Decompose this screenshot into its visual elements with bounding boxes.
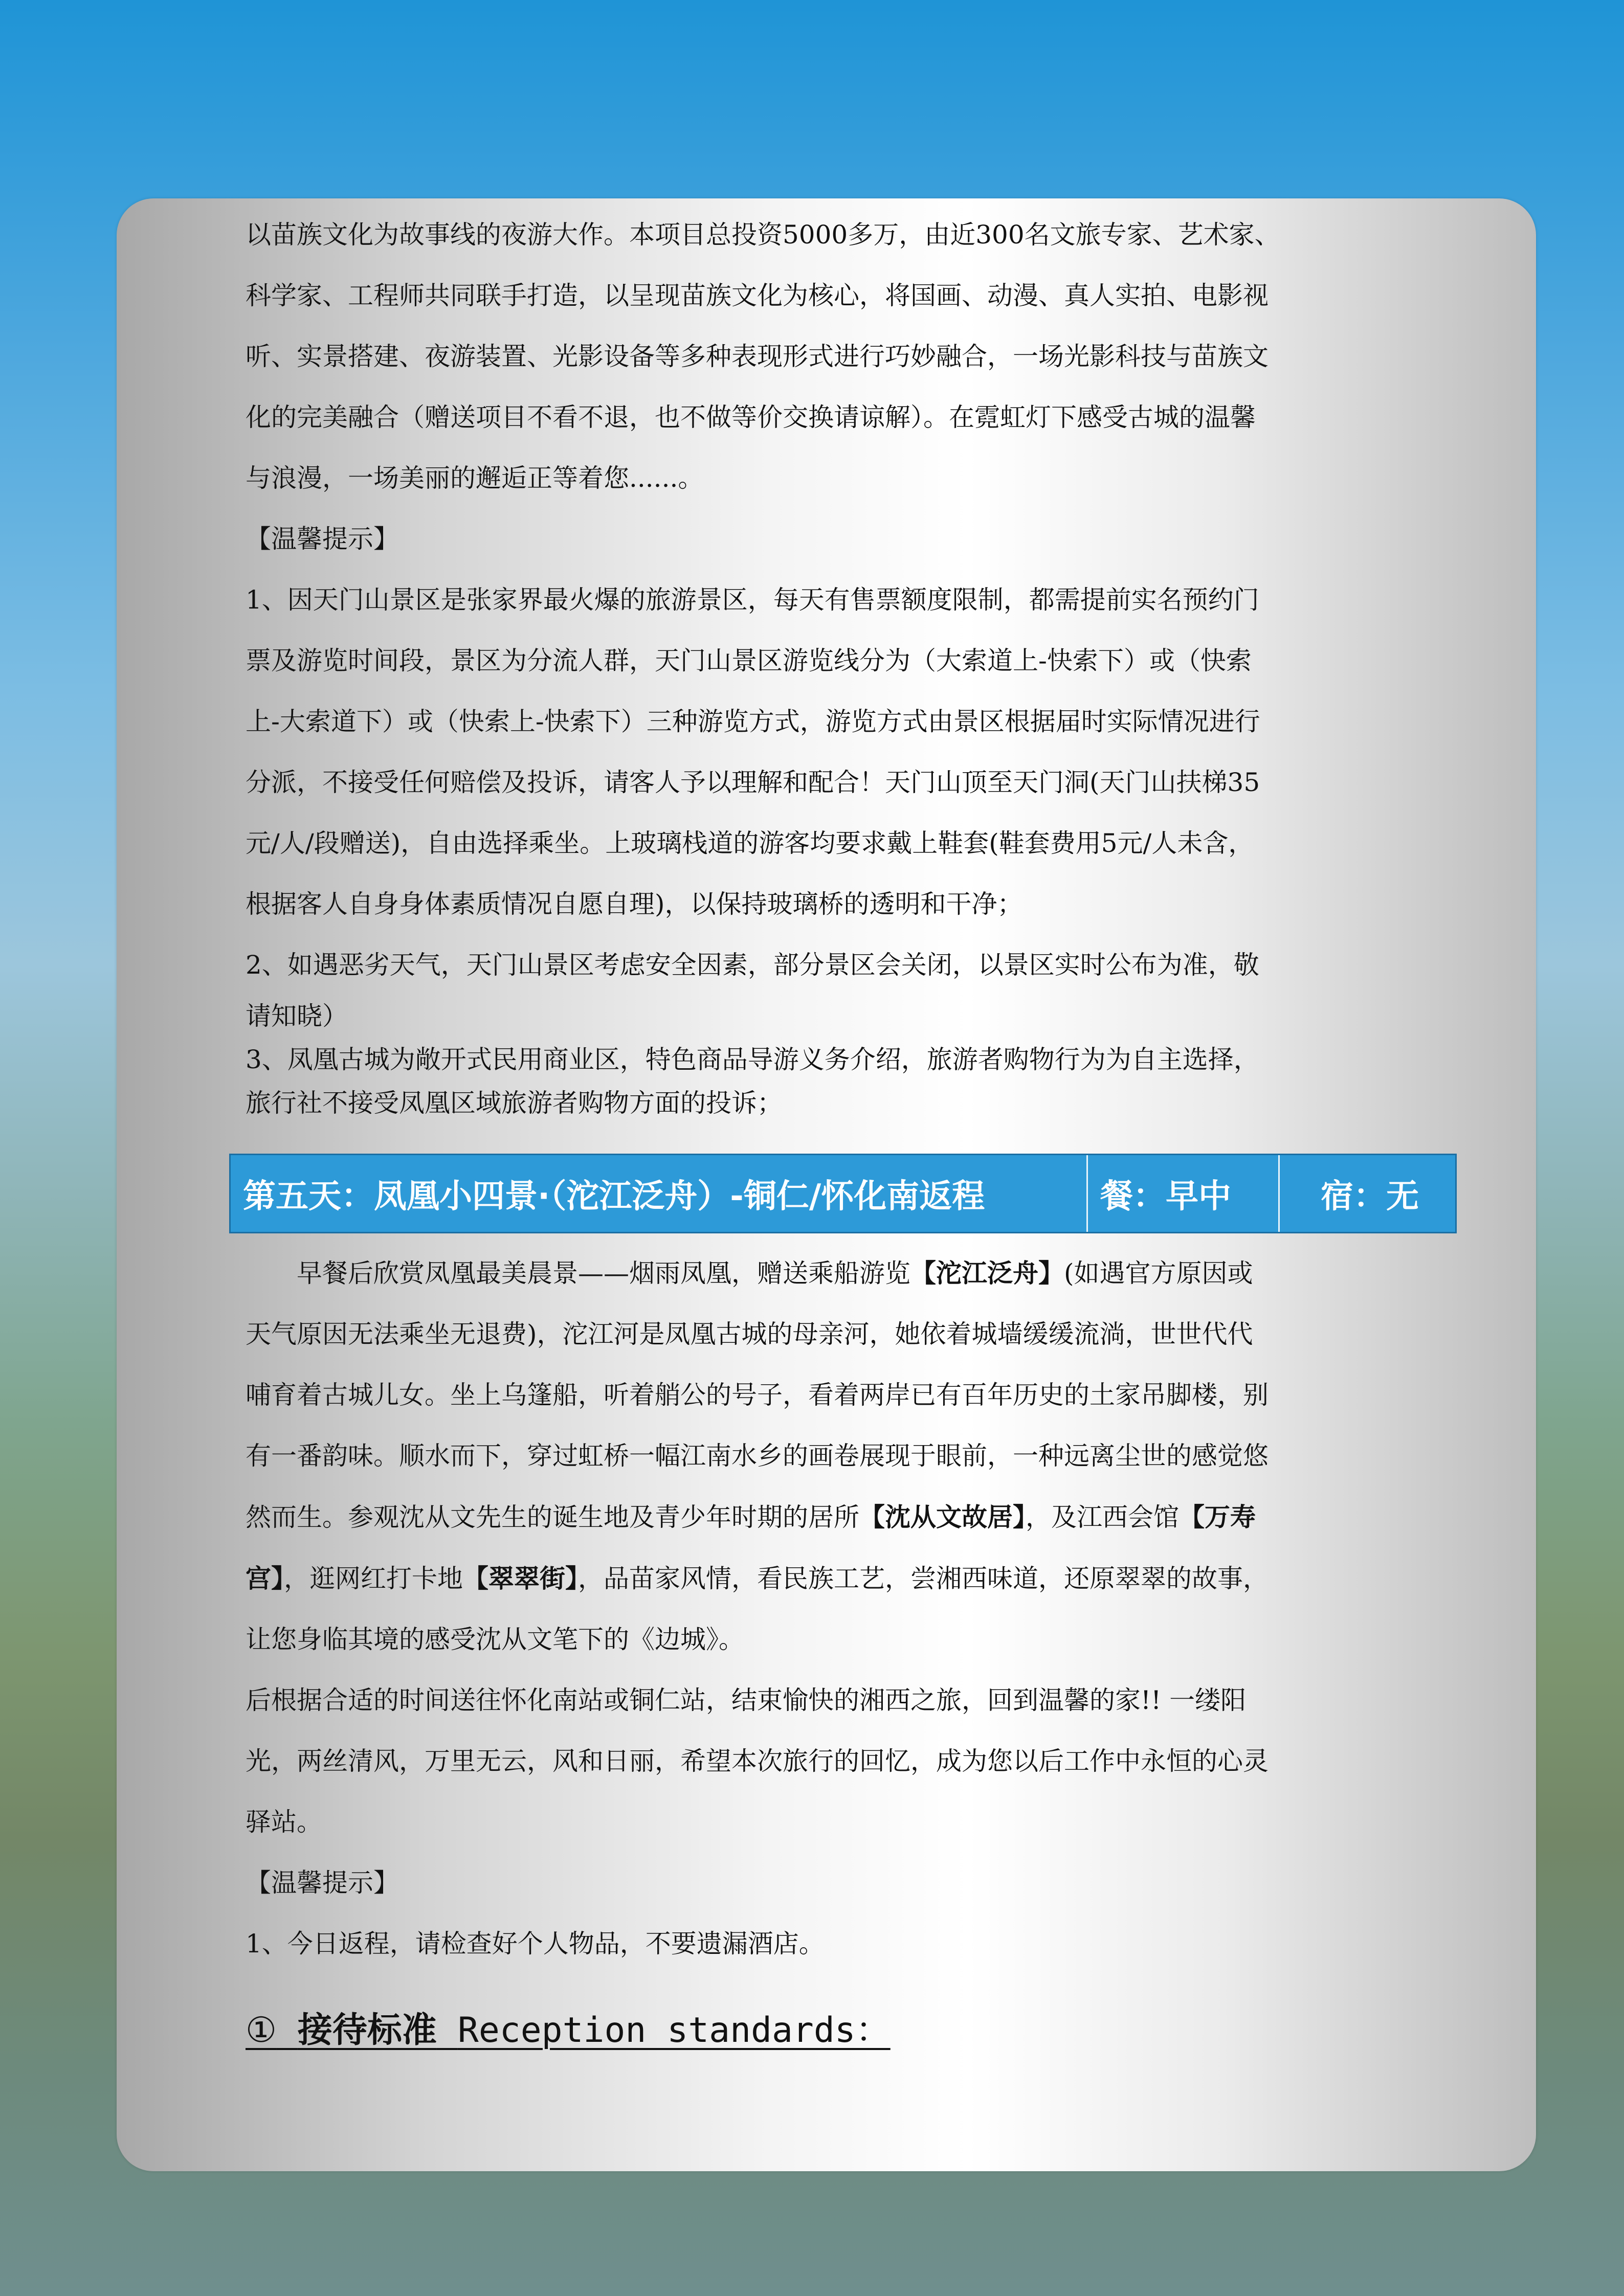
section-title-cn: 接待标准 <box>297 2010 437 2051</box>
tip-line: 分派，不接受任何赔偿及投诉，请客人予以理解和配合！天门山顶至天门洞(天门山扶梯35 <box>246 768 1260 797</box>
text-line: 驿站。 <box>246 1807 322 1837</box>
tip-line: 票及游览时间段，景区为分流人群，天门山景区游览线分为（大索道上-快索下）或（快索 <box>246 646 1252 676</box>
intro-paragraph <box>246 205 1380 1123</box>
text-line: 与浪漫，一场美丽的邂逅正等着您......。 <box>246 463 704 493</box>
day5-body <box>246 1243 1380 1974</box>
text-span: ，及江西会馆 <box>1026 1502 1179 1532</box>
text-line: 有一番韵味。顺水而下，穿过虹桥一幅江南水乡的画卷展现于眼前，一种远离尘世的感觉悠 <box>246 1441 1269 1471</box>
tip-line: 3、凤凰古城为敞开式民用商业区，特色商品导游义务介绍，旅游者购物行为为自主选择， <box>246 1045 1259 1074</box>
text-line: 以苗族文化为故事线的夜游大作。本项目总投资5000多万，由近300名文旅专家、艺术家、 <box>246 220 1280 250</box>
day5-stay: 宿：无 <box>1321 1178 1419 1215</box>
text-line: 哺育着古城儿女。坐上乌篷船，听着艄公的号子，看着两岸已有百年历史的土家吊脚楼，别 <box>246 1380 1269 1410</box>
text-span: (如遇官方原因或 <box>1064 1258 1253 1288</box>
text-line: 天气原因无法乘坐无退费)，沱江河是凤凰古城的母亲河，她依着城墙缓缓流淌，世世代代 <box>246 1319 1253 1349</box>
text-line: 后根据合适的时间送往怀化南站或铜仁站，结束愉快的湘西之旅，回到温馨的家!! 一缕阳 <box>246 1685 1247 1715</box>
section-title-en: Reception standards： <box>457 2010 891 2051</box>
text-line: 让您身临其境的感受沈从文笔下的《边城》。 <box>246 1625 744 1654</box>
text-line <box>246 1487 1380 1548</box>
text-span: 早餐后欣赏凤凰最美晨景——烟雨凤凰，赠送乘船游览 <box>297 1258 910 1288</box>
tip-line: 根据客人自身身体素质情况自愿自理)，以保持玻璃桥的透明和干净； <box>246 889 1023 919</box>
text-line: 听、实景搭建、夜游装置、光影设备等多种表现形式进行巧妙融合，一场光影科技与苗族文 <box>246 342 1269 371</box>
tip-line: 元/人/段赠送)，自由选择乘坐。上玻璃栈道的游客均要求戴上鞋套(鞋套费用5元/人未含， <box>246 828 1254 858</box>
highlight-spot: 【翠翠街】 <box>463 1563 578 1593</box>
section-number: ① <box>246 2010 277 2051</box>
tips-label: 【温馨提示】 <box>246 524 399 554</box>
text-span: 然而生。参观沈从文先生的诞生地及青少年时期的居所 <box>246 1502 859 1532</box>
tip-line: 上-大索道下）或（快索上-快索下）三种游览方式，游览方式由景区根据届时实际情况进行 <box>246 707 1260 736</box>
text-line: 光，两丝清风，万里无云，风和日丽，希望本次旅行的回忆，成为您以后工作中永恒的心灵 <box>246 1746 1269 1776</box>
text-span: ，品苗家风情，看民族工艺，尝湘西味道，还原翠翠的故事， <box>578 1564 1269 1593</box>
text-line: 化的完美融合（赠送项目不看不退，也不做等价交换请谅解）。在霓虹灯下感受古城的温馨 <box>246 402 1256 432</box>
tip-line: 1、因天门山景区是张家界最火爆的旅游景区，每天有售票额度限制，都需提前实名预约门 <box>246 585 1259 615</box>
tip-line: 旅行社不接受凤凰区域旅游者购物方面的投诉； <box>246 1088 783 1118</box>
highlight-spot: 宫】 <box>246 1563 284 1593</box>
text-line <box>246 1548 1380 1609</box>
tip-line: 2、如遇恶劣天气，天门山景区考虑安全因素，部分景区会关闭，以景区实时公布为准，敬 <box>246 950 1259 980</box>
tip-line: 请知晓） <box>246 1001 348 1031</box>
tips-label: 【温馨提示】 <box>246 1868 399 1898</box>
text-line: 科学家、工程师共同联手打造，以呈现苗族文化为核心，将国画、动漫、真人实拍、电影视 <box>246 281 1269 310</box>
day5-title: 第五天：凤凰小四景·（沱江泛舟）-铜仁/怀化南返程 <box>231 1155 1088 1232</box>
highlight-spot: 【沈从文故居】 <box>859 1502 1026 1532</box>
text-span: ，逛网红打卡地 <box>284 1564 463 1593</box>
highlight-spot: 【沱江泛舟】 <box>910 1258 1064 1288</box>
day5-meal: 餐：早中 <box>1088 1155 1280 1232</box>
highlight-spot: 【万寿 <box>1179 1502 1256 1532</box>
tip-line: 1、今日返程，请检查好个人物品，不要遗漏酒店。 <box>246 1929 825 1959</box>
text-line <box>246 1243 1380 1304</box>
day5-header <box>229 1154 1457 1233</box>
section-title <box>246 2002 891 2052</box>
